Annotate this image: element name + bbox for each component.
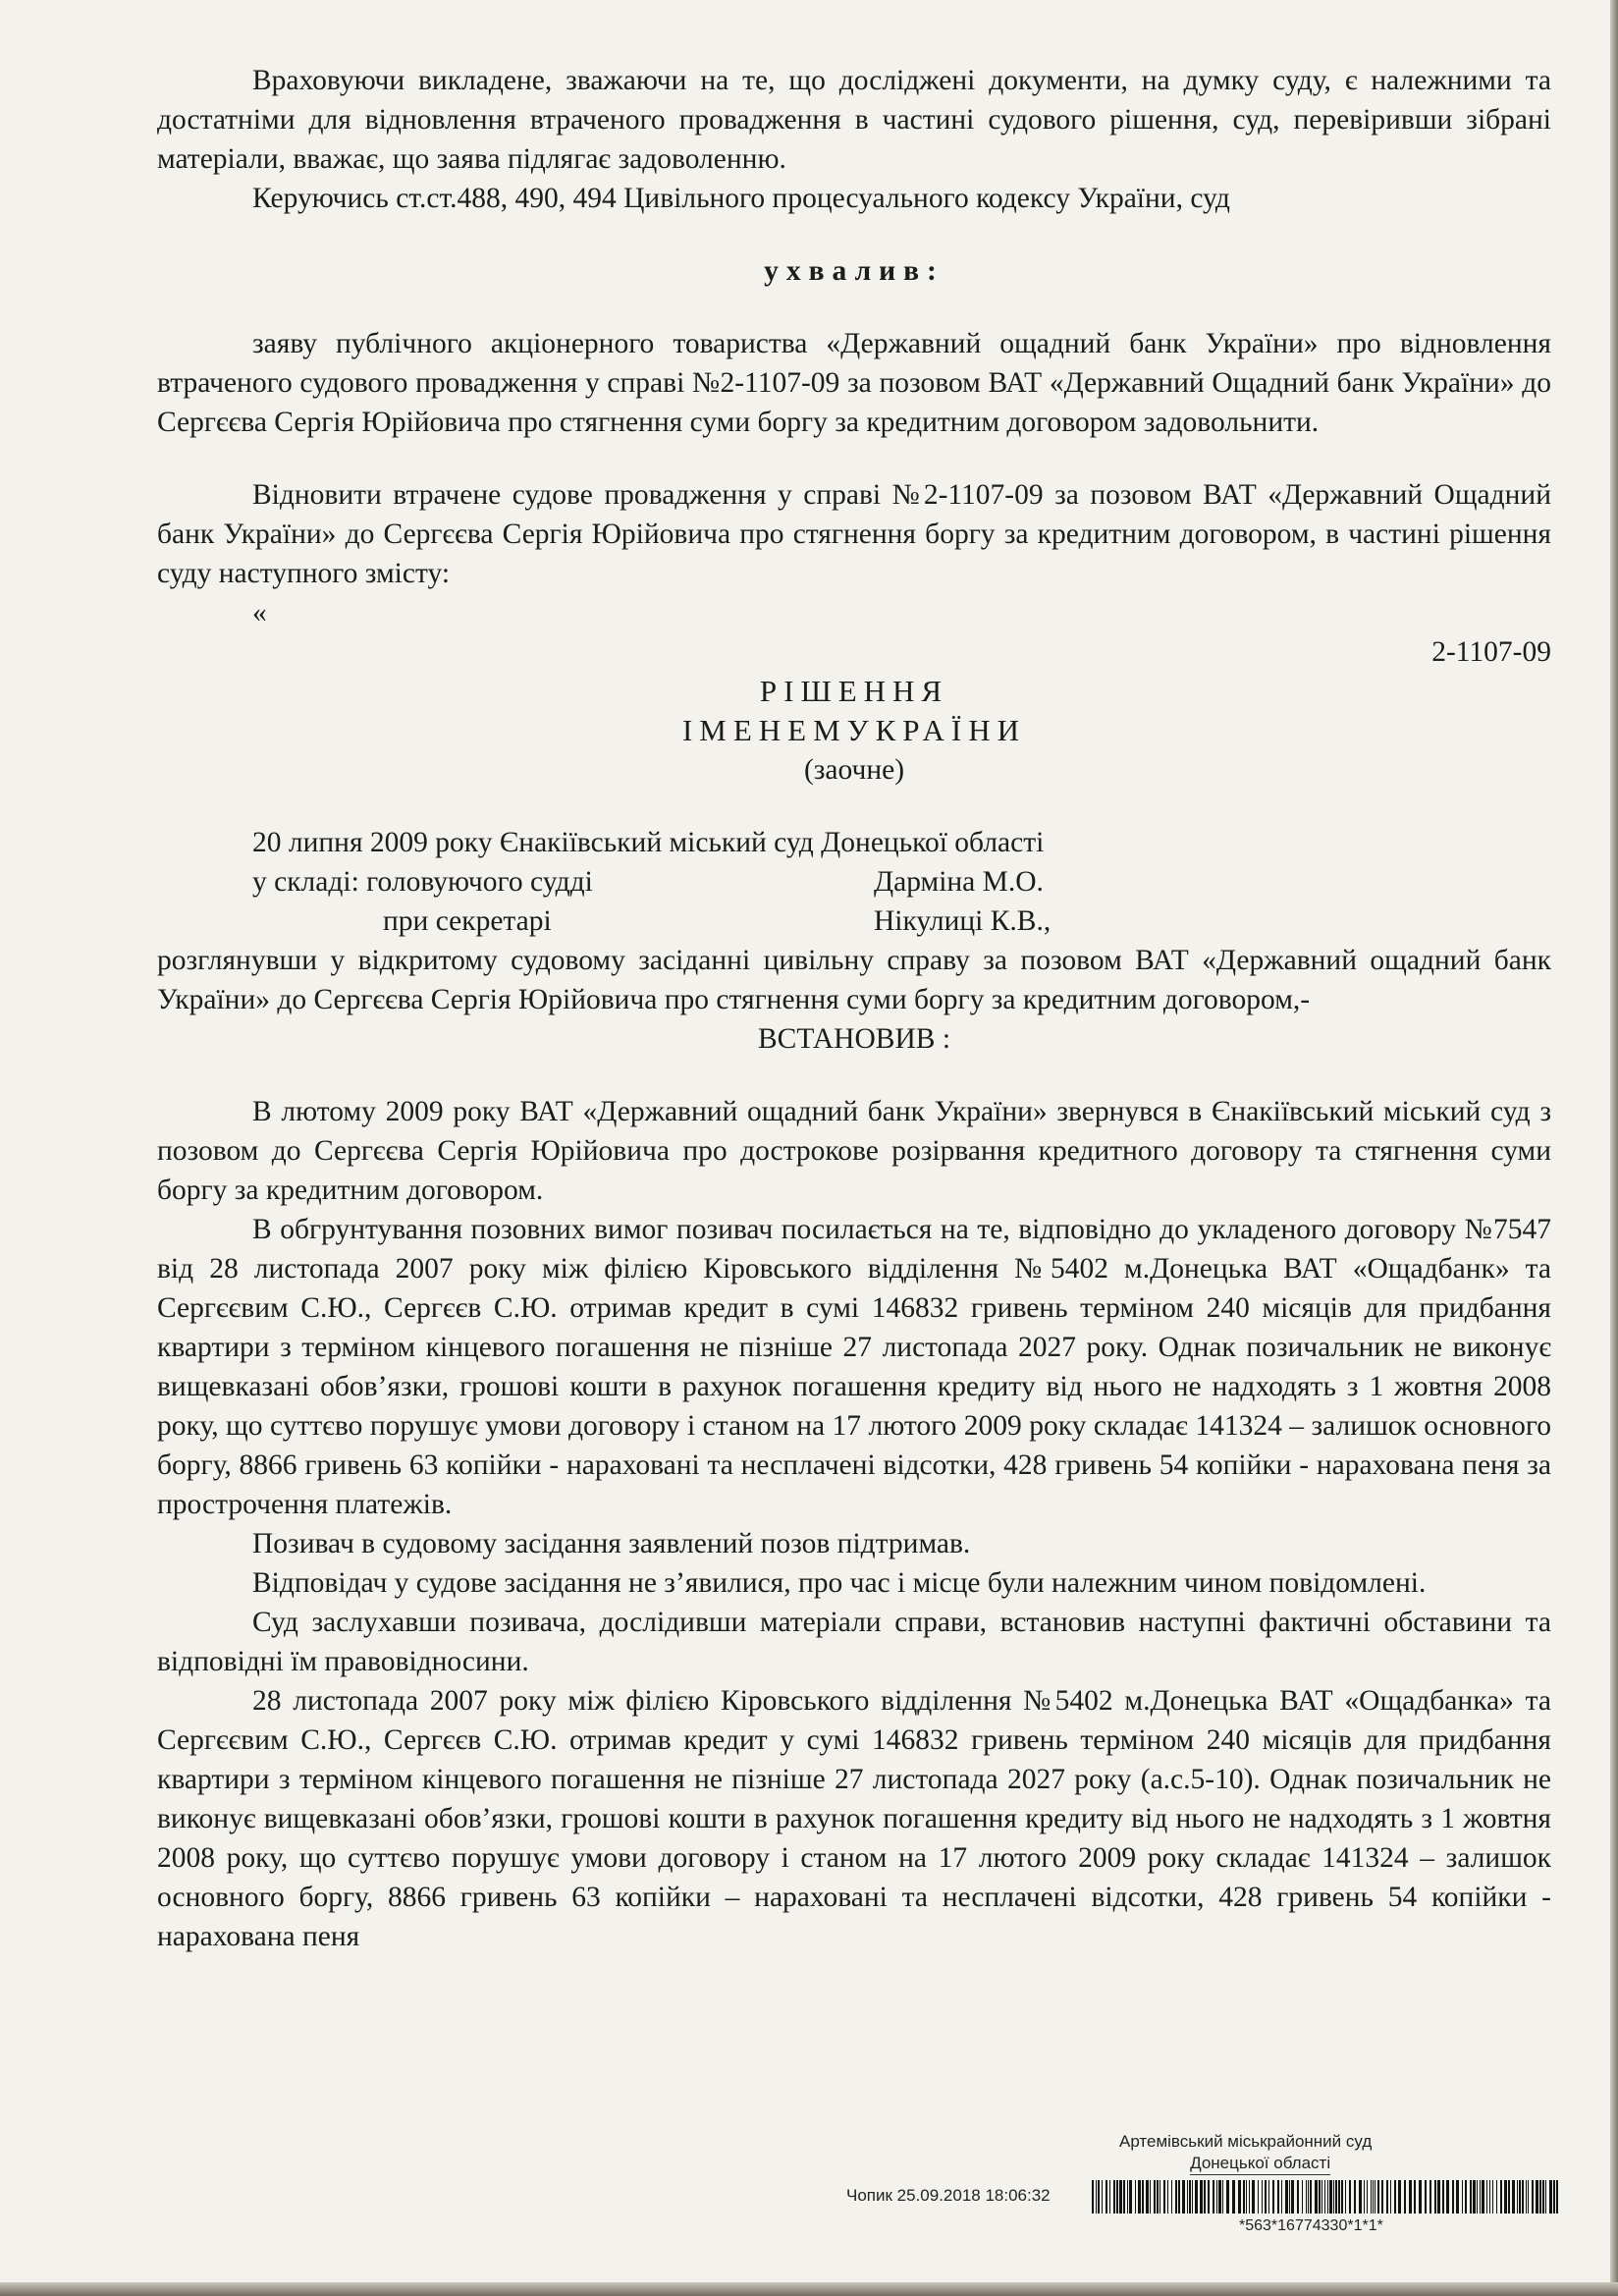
barcode-bar [1486,2180,1487,2214]
barcode-bar [1268,2180,1269,2214]
paragraph-application: заяву публічного акціонерного товариства «Державний ощадний банк України» про відновлення втраченого судового провадження у справі №2-1107-09 за позовом ВАТ «Державний Ощадний банк України» до Сергєєва Сергія Юрійовича про стягнення суми боргу за кредитним договором задовольнити. [157,328,1551,438]
barcode-bar [1452,2180,1454,2214]
barcode-bar [1480,2180,1481,2214]
barcode-bar [1163,2180,1165,2214]
barcode-bar [1526,2180,1527,2214]
barcode-bar [1222,2180,1223,2214]
barcode-bar [1306,2180,1307,2214]
barcode-bar [1345,2180,1346,2214]
barcode-bar [1381,2180,1383,2214]
barcode-bar [1315,2180,1318,2214]
barcode-bar [1098,2180,1100,2214]
barcode-bar [1308,2180,1309,2214]
barcode-bar [1243,2180,1245,2214]
barcode-bar [1297,2180,1299,2214]
barcode-bar [1265,2180,1267,2214]
paragraph-legal-basis: Керуючись ст.ст.488, 490, 494 Цивільного процесуального кодексу України, суд [252,183,1230,214]
barcode-bar [1310,2180,1312,2214]
barcode-bar [1465,2180,1467,2214]
barcode-bar [1500,2180,1502,2214]
barcode-bar [1341,2180,1343,2214]
barcode-bar [1542,2180,1544,2214]
barcode-bar [1437,2180,1440,2214]
barcode-bar [1252,2180,1255,2214]
barcode-bar [1359,2180,1362,2214]
barcode-bar [1539,2180,1541,2214]
barcode-bar [1549,2180,1552,2214]
barcode-bar [1419,2180,1422,2214]
decision-type: (заочне) [803,754,905,786]
barcode-bar [1327,2180,1328,2214]
scan-edge-bottom [0,2282,1618,2296]
barcode-bar [1142,2180,1144,2214]
barcode-bar [1319,2180,1321,2214]
barcode-bar [1489,2180,1490,2214]
barcode-bar [1386,2180,1388,2214]
open-quote: « [252,597,267,629]
barcode-bar [1404,2180,1406,2214]
paragraph-facts: 28 листопада 2007 року між філією Кіровського відділення №5402 м.Донецька ВАТ «Ощадбанка» та Сергєєвим С.Ю., Сергєєв С.Ю. отримав кредит у сумі 146832 гривень терміном 240 місяців для придбання квартири з терміном кінцевого погашення не пізніше 27 листопада 2027 року (а.с.5-10). Однак позичальник не виконує вищевказані обов’язки, грошові кошти в рахунок погашення кредиту від нього не надходять з 1 жовтня 2008 року, що суттєво порушує умови договору і станом на 17 лютого 2009 року складає 141324 – залишок основного боргу, 8866 гривень 63 копійки – нараховані та несплачені відсотки, 428 гривень 54 копійки - нарахована пеня [157,1685,1551,1952]
barcode-bar [1335,2180,1337,2214]
barcode-bar [1496,2180,1497,2214]
barcode-bar [1414,2180,1416,2214]
barcode-bar [1492,2180,1493,2214]
barcode-bar [1109,2180,1110,2214]
paragraph-grounds: В обгрунтування позовних вимог позивач посилається на те, відповідно до укладеного договору №7547 від 28 листопада 2007 року між філією Кіровського відділення №5402 м.Донецька ВАТ «Ощадбанк» та Сергєєвим С.Ю., Сергєєв С.Ю. отримав кредит в сумі 146832 гривень терміном 240 місяців для придбання квартири з терміном кінцевого погашення не пізніше 27 листопада 2027 року. Однак позичальник не виконує вищевказані обов’язки, грошові кошти в рахунок погашення кредиту від нього не надходять з 1 жовтня 2008 року, що суттєво порушує умови договору і станом на 17 лютого 2009 року складає 141324 – залишок основного боргу, 8866 гривень 63 копійки - нараховані та несплачені відсотки, 428 гривень 54 копійки - нарахована пеня за прострочення платежів. [157,1214,1551,1520]
barcode-bar [1171,2180,1172,2214]
scan-edge-right [1610,0,1618,2296]
barcode-bar [1119,2180,1122,2214]
barcode-bar [1192,2180,1193,2214]
barcode-bar [1425,2180,1427,2214]
barcode-bar [1096,2180,1097,2214]
barcode-bar [1175,2180,1177,2214]
barcode-bar [1429,2180,1431,2214]
barcode-bar [1146,2180,1149,2214]
barcode-bar [1154,2180,1156,2214]
composition-row [157,862,1551,902]
paragraph-plaintiff: Позивач в судовому засідання заявлений позов підтримав. [252,1528,971,1559]
barcode-bar [1289,2180,1290,2214]
paragraph-court-heard: Суд заслухавши позивача, дослідивши матеріали справи, встановив наступні фактичні обставини та відповідні їм правовідносини. [157,1607,1551,1677]
date-court: 20 липня 2009 року Єнакіївський міський суд Донецької області [252,827,1045,858]
barcode-bar [1238,2180,1241,2214]
barcode-bar [1157,2180,1159,2214]
barcode-bar [1200,2180,1203,2214]
barcode-bar [1195,2180,1198,2214]
heading-resolved: ухвалив: [764,255,944,287]
barcode-bar [1232,2180,1235,2214]
barcode-bar [1208,2180,1210,2214]
barcode-bar [1129,2180,1132,2214]
barcode-bar [1226,2180,1229,2214]
barcode-bar [1333,2180,1334,2214]
barcode-bar [1213,2180,1214,2214]
barcode-number: *563*16774330*1*1* [1239,2217,1383,2234]
paragraph-defendant: Відповідач у судове засідання не з’явилися, про час і місце були належним чином повідомлені. [252,1567,1427,1599]
barcode-bar [1442,2180,1444,2214]
barcode-bar [1394,2180,1396,2214]
barcode-bar [1262,2180,1263,2214]
secretary-label: при секретарі [383,905,552,937]
barcode-bar [1291,2180,1294,2214]
barcode-bar [1138,2180,1141,2214]
case-number: 2-1107-09 [1431,636,1551,668]
barcode-bar [1167,2180,1168,2214]
barcode-bar [1354,2180,1356,2214]
barcode-bar [1434,2180,1436,2214]
barcode-bar [1189,2180,1191,2214]
barcode-bar [1277,2180,1279,2214]
barcode-bar [1390,2180,1391,2214]
barcode-bar [1102,2180,1103,2214]
barcode-bar [1135,2180,1136,2214]
barcode-bar [1556,2180,1558,2214]
court-stamp [1119,2131,1372,2175]
barcode-bar [1116,2180,1118,2214]
barcode-bar [1092,2180,1094,2214]
barcode-bar [1508,2180,1510,2214]
judge-name: Дарміна М.О. [874,866,1044,898]
barcode-bar [1258,2180,1259,2214]
barcode-bar [1398,2180,1401,2214]
barcode-bar [1187,2180,1188,2214]
clerk-timestamp: Чопик 25.09.2018 18:06:32 [846,2186,1051,2205]
secretary-name: Нікулиці К.В., [874,905,1052,937]
barcode-bar [1409,2180,1412,2214]
barcode-bar [1182,2180,1185,2214]
barcode-bar [1127,2180,1128,2214]
barcode-bar [1456,2180,1459,2214]
barcode-bar [1249,2180,1250,2214]
barcode-bar [1324,2180,1325,2214]
paragraph-hearing: розглянувши у відкритому судовому засіданні цивільну справу за позовом ВАТ «Державний ощадний банк України» до Сергєєва Сергія Юрійовича про стягнення суми боргу за кредитним договором,- [157,945,1551,1015]
barcode-bar [1204,2180,1206,2214]
barcode-bar [1517,2180,1518,2214]
document-body [157,61,1551,1956]
barcode-bar [1536,2180,1538,2214]
secretary-row [157,902,1551,941]
barcode-bar [1545,2180,1546,2214]
barcode-bar [1371,2180,1372,2214]
barcode-bar [1216,2180,1217,2214]
barcode-bar [1329,2180,1332,2214]
barcode-bar [1178,2180,1180,2214]
barcode-bar [1377,2180,1379,2214]
barcode-bar [1349,2180,1351,2214]
barcode-bar [1364,2180,1365,2214]
barcode-bar [1218,2180,1221,2214]
barcode-bar [1373,2180,1374,2214]
barcode-bar [1367,2180,1368,2214]
barcode-bar [1519,2180,1521,2214]
heading-established: ВСТАНОВИВ : [757,1023,951,1055]
barcode-bar [1106,2180,1107,2214]
barcode-bar [1246,2180,1247,2214]
barcode-bar [1473,2180,1476,2214]
barcode-bar [1504,2180,1507,2214]
barcode-bar [1321,2180,1322,2214]
barcode-bar [1482,2180,1484,2214]
decision-title: РІШЕННЯ [759,674,949,708]
barcode-image [1092,2180,1563,2214]
barcode-bar [1123,2180,1125,2214]
barcode-bar [1528,2180,1529,2214]
barcode-bar [1470,2180,1472,2214]
barcode-bar [1338,2180,1340,2214]
barcode-bar [1553,2180,1555,2214]
barcode-bar [1113,2180,1115,2214]
barcode-bar [1281,2180,1282,2214]
paragraph-conclusion: Враховуючи викладене, зважаючи на те, що досліджені документи, на думку суду, є належними та достатніми для відновлення втраченого провадження в частині судового рішення, суд, перевіривши зібрані матеріали, вважає, що заява підлягає задоволенню. [157,65,1551,175]
composition-label: у складі: головуючого судді [252,866,593,898]
barcode-bar [1302,2180,1303,2214]
barcode-bar [1477,2180,1478,2214]
stamp-line-1: Артемівський міськрайонний суд [1119,2132,1373,2151]
stamp-line-2: Донецької області [1190,2153,1330,2175]
barcode-bar [1462,2180,1463,2214]
barcode-bar [1150,2180,1151,2214]
barcode-bar [1285,2180,1288,2214]
barcode-bar [1532,2180,1534,2214]
paragraph-claim: В лютому 2009 року ВАТ «Державний ощадний банк України» звернувся в Єнакіївський міський суд з позовом до Сергєєва Сергія Юрійовича про дострокове розірвання кредитного договору та стягнення суми боргу за кредитним договором. [157,1096,1551,1206]
barcode-bar [1522,2180,1524,2214]
barcode-bar [1272,2180,1274,2214]
paragraph-restore: Відновити втрачене судове провадження у справі №2-1107-09 за позовом ВАТ «Державний Ощадний банк України» до Сергєєва Сергія Юрійовича про стягнення боргу за кредитним договором, в частині рішення суду наступного змісту: [157,479,1551,589]
decision-subtitle: ІМЕНЕМУКРАЇНИ [681,713,1027,747]
barcode-bar [1512,2180,1515,2214]
barcode-bar [1446,2180,1449,2214]
